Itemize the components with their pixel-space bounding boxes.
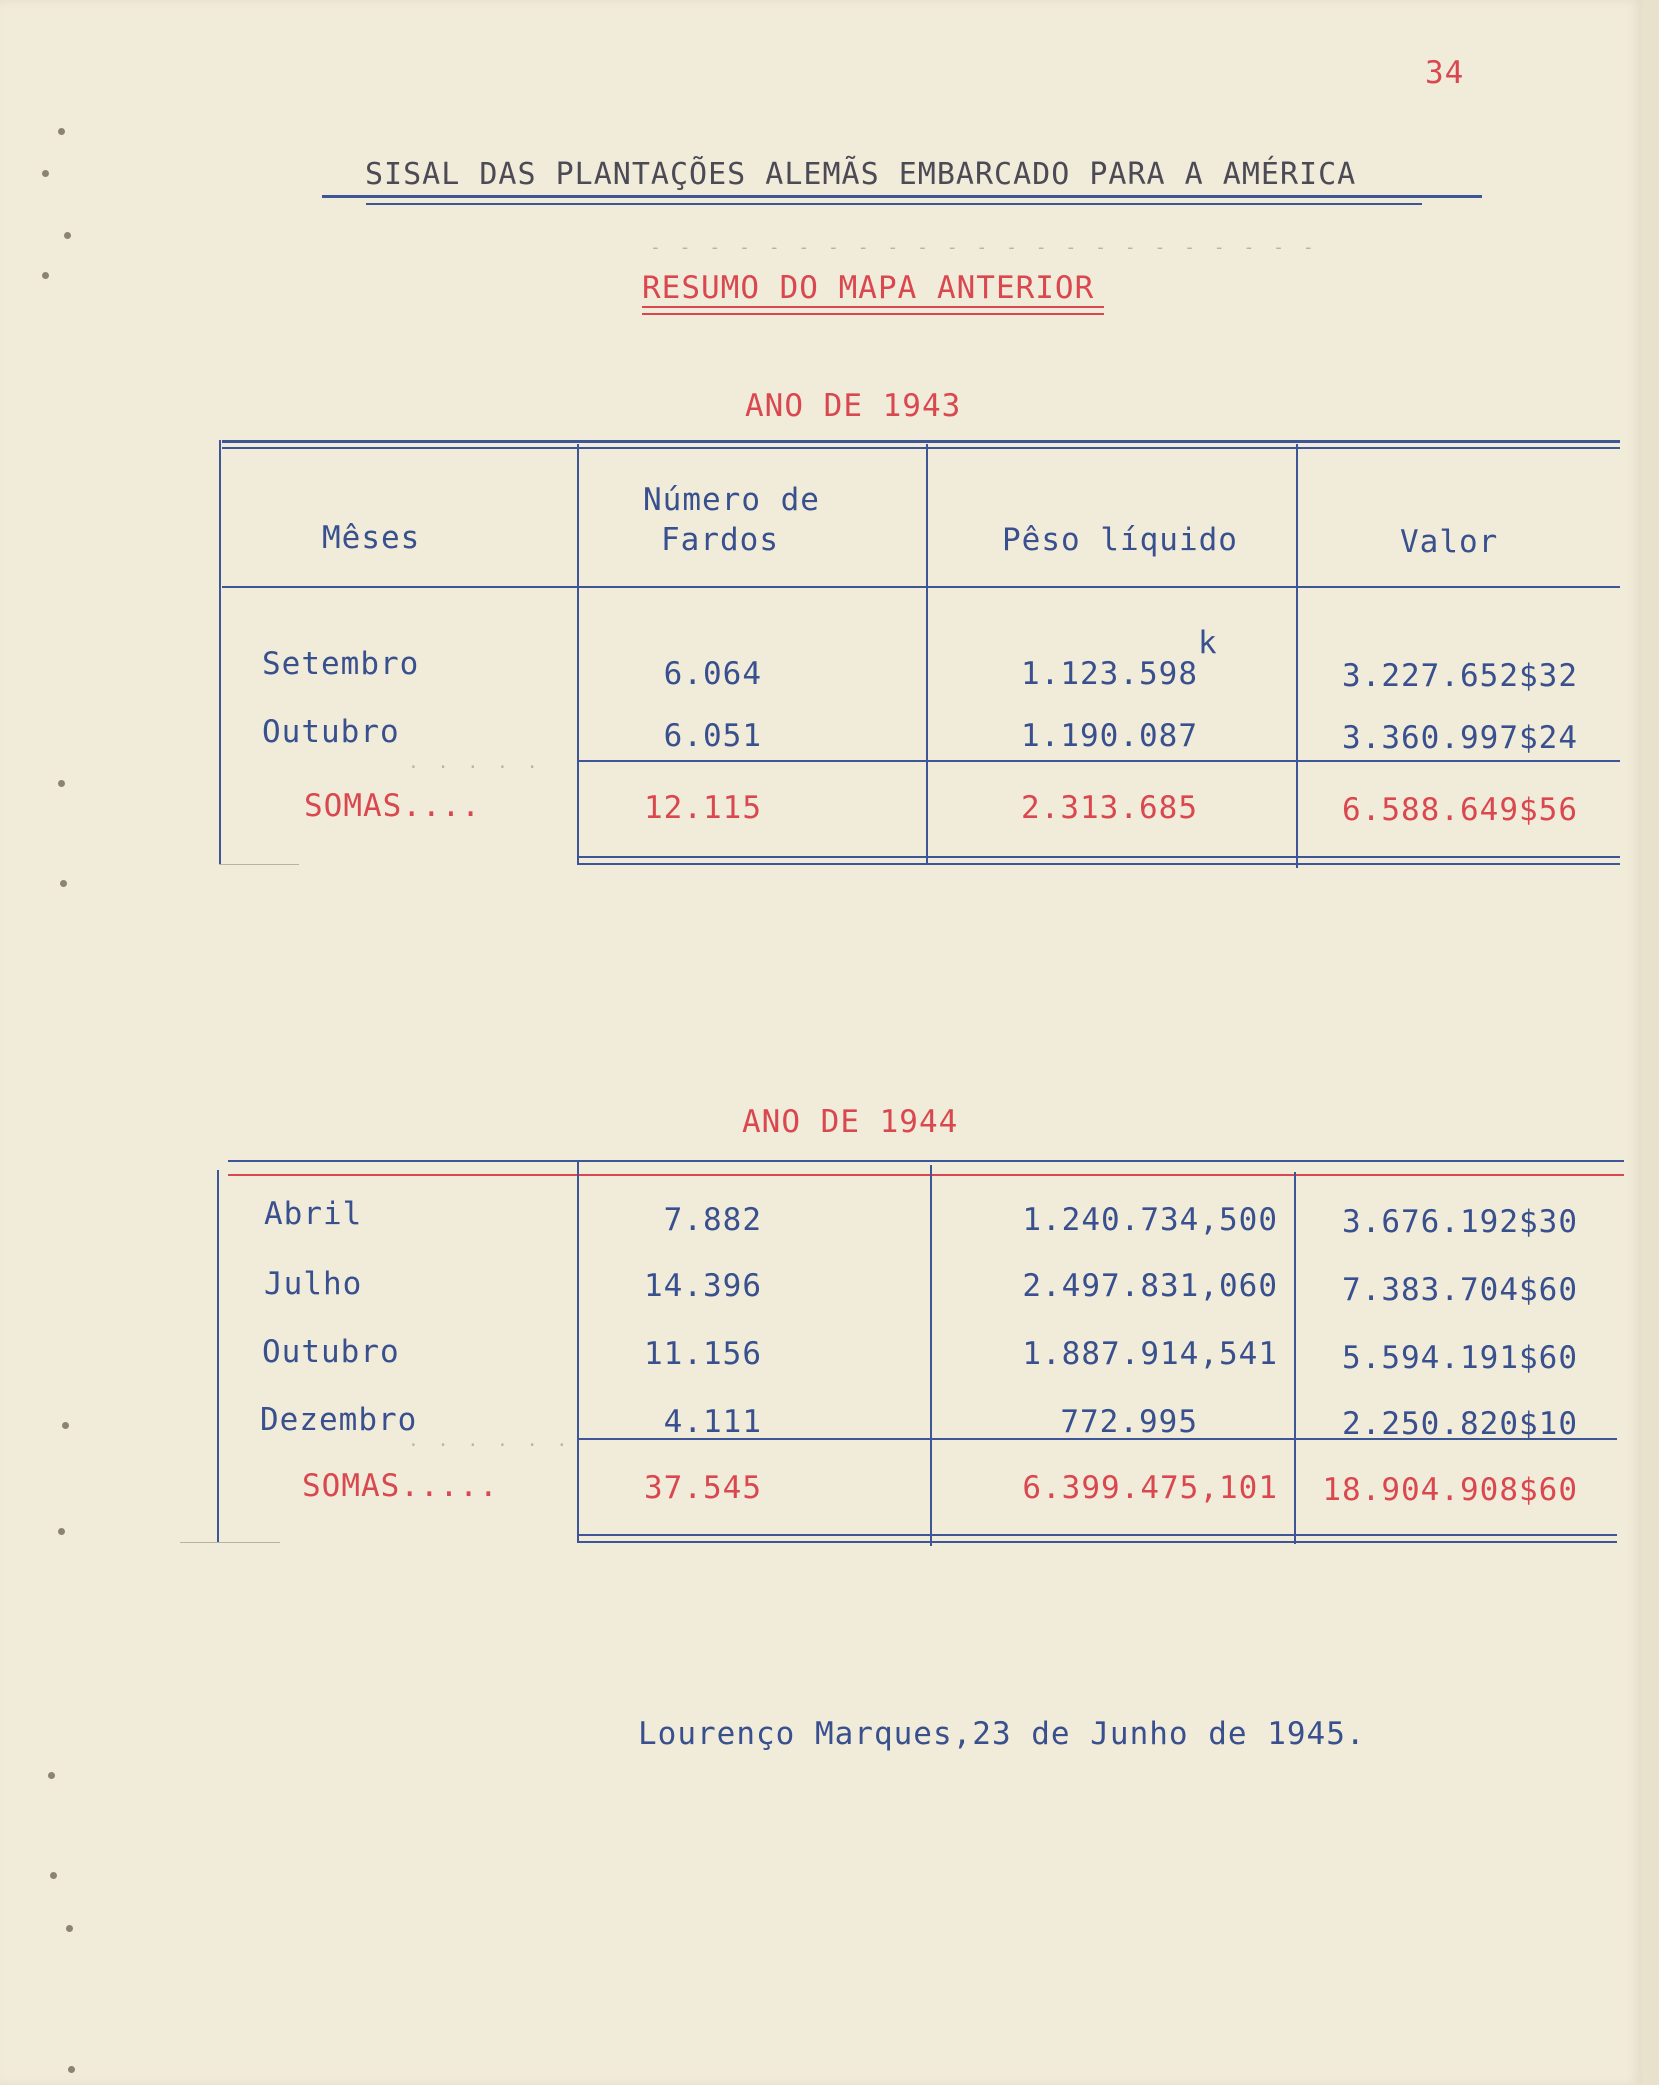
column-header-fardos-line2: Fardos <box>661 522 779 558</box>
cell-peso: 2.497.831,060 <box>1022 1268 1278 1304</box>
year-heading-1944: ANO DE 1944 <box>742 1104 959 1140</box>
cell-valor: 3.676.192$30 <box>1342 1204 1578 1240</box>
binder-hole <box>58 128 65 135</box>
column-header-peso: Pêso líquido <box>1002 522 1238 558</box>
binder-hole <box>62 1422 69 1429</box>
table-header-rule <box>222 586 1620 588</box>
binder-hole <box>58 780 65 787</box>
table-top-rule <box>222 447 1620 449</box>
binder-hole <box>42 272 49 279</box>
cell-mes: Outubro <box>262 714 400 750</box>
page-edge <box>1642 0 1659 2085</box>
cell-mes: Julho <box>264 1266 363 1302</box>
table-column-line <box>219 440 221 865</box>
binder-hole <box>42 170 49 177</box>
subtitle-underline <box>642 313 1104 315</box>
table-bottom-rule <box>577 863 1620 865</box>
cell-peso: 1.190.087 <box>1021 718 1198 754</box>
total-valor: 6.588.649$56 <box>1342 792 1578 828</box>
document-title: SISAL DAS PLANTAÇÕES ALEMÃS EMBARCADO PARA A AMÉRICA <box>365 157 1357 192</box>
binder-hole <box>50 1872 57 1879</box>
cell-fardos: 6.064 <box>663 656 762 692</box>
table-left-foot <box>180 1542 280 1543</box>
binder-hole <box>64 232 71 239</box>
year-heading-1943: ANO DE 1943 <box>745 388 962 424</box>
dotted-mark: . . . . . <box>408 752 542 773</box>
cell-valor: 3.227.652$32 <box>1342 658 1578 694</box>
total-peso: 6.399.475,101 <box>1022 1470 1278 1506</box>
cell-valor: 5.594.191$60 <box>1342 1340 1578 1376</box>
total-fardos: 37.545 <box>644 1470 762 1506</box>
subtitle-underline <box>642 306 1104 308</box>
table-column-line <box>577 1162 579 1542</box>
total-fardos: 12.115 <box>644 790 762 826</box>
table-subtotal-rule <box>577 760 1620 762</box>
table-left-foot <box>219 864 299 865</box>
binder-hole <box>48 1772 55 1779</box>
cell-peso: 772.995 <box>1060 1404 1198 1440</box>
total-label: SOMAS..... <box>302 1468 499 1504</box>
cell-mes: Setembro <box>262 646 420 682</box>
table-bottom-rule <box>577 1541 1617 1543</box>
cell-fardos: 4.111 <box>663 1404 762 1440</box>
binder-hole <box>68 2066 75 2073</box>
table-column-line <box>930 1165 932 1546</box>
binder-hole <box>66 1925 73 1932</box>
cell-valor: 7.383.704$60 <box>1342 1272 1578 1308</box>
place-date-line: Lourenço Marques,23 de Junho de 1945. <box>638 1716 1366 1752</box>
title-underline <box>322 195 1482 198</box>
cell-mes: Abril <box>264 1196 363 1232</box>
column-header-meses: Mêses <box>322 520 421 556</box>
binder-hole <box>60 880 67 887</box>
unit-note: k <box>1198 625 1218 661</box>
table-top-rule <box>222 440 1620 443</box>
total-peso: 2.313.685 <box>1021 790 1198 826</box>
cell-fardos: 6.051 <box>663 718 762 754</box>
table-column-line <box>217 1170 219 1542</box>
table-bottom-rule <box>577 1534 1617 1536</box>
cell-mes: Dezembro <box>260 1402 418 1438</box>
title-underline <box>366 203 1422 205</box>
binder-hole <box>58 1528 65 1535</box>
page-number: 34 <box>1425 55 1465 91</box>
table-column-line <box>926 444 928 864</box>
cell-fardos: 7.882 <box>663 1202 762 1238</box>
cell-valor: 2.250.820$10 <box>1342 1406 1578 1442</box>
table-column-line <box>1296 444 1298 868</box>
cell-peso: 1.123.598 <box>1021 656 1198 692</box>
document-subtitle: RESUMO DO MAPA ANTERIOR <box>642 270 1095 306</box>
table-top-rule <box>228 1160 1624 1162</box>
cell-mes: Outubro <box>262 1334 400 1370</box>
total-valor: 18.904.908$60 <box>1322 1472 1578 1508</box>
cell-peso: 1.887.914,541 <box>1022 1336 1278 1372</box>
table-column-line <box>1294 1172 1296 1544</box>
column-header-fardos-line1: Número de <box>643 482 820 518</box>
table-column-line <box>577 444 579 864</box>
column-header-valor: Valor <box>1400 524 1499 560</box>
cell-valor: 3.360.997$24 <box>1342 720 1578 756</box>
table-bottom-rule <box>577 856 1620 858</box>
table-top-rule-red <box>228 1174 1624 1176</box>
dotted-mark: . . . . . . <box>408 1430 572 1451</box>
cell-peso: 1.240.734,500 <box>1022 1202 1278 1238</box>
cell-fardos: 14.396 <box>644 1268 762 1304</box>
total-label: SOMAS.... <box>304 788 481 824</box>
dashed-rule: - - - - - - - - - - - - - - - - - - - - - - - <box>650 237 1318 258</box>
cell-fardos: 11.156 <box>644 1336 762 1372</box>
